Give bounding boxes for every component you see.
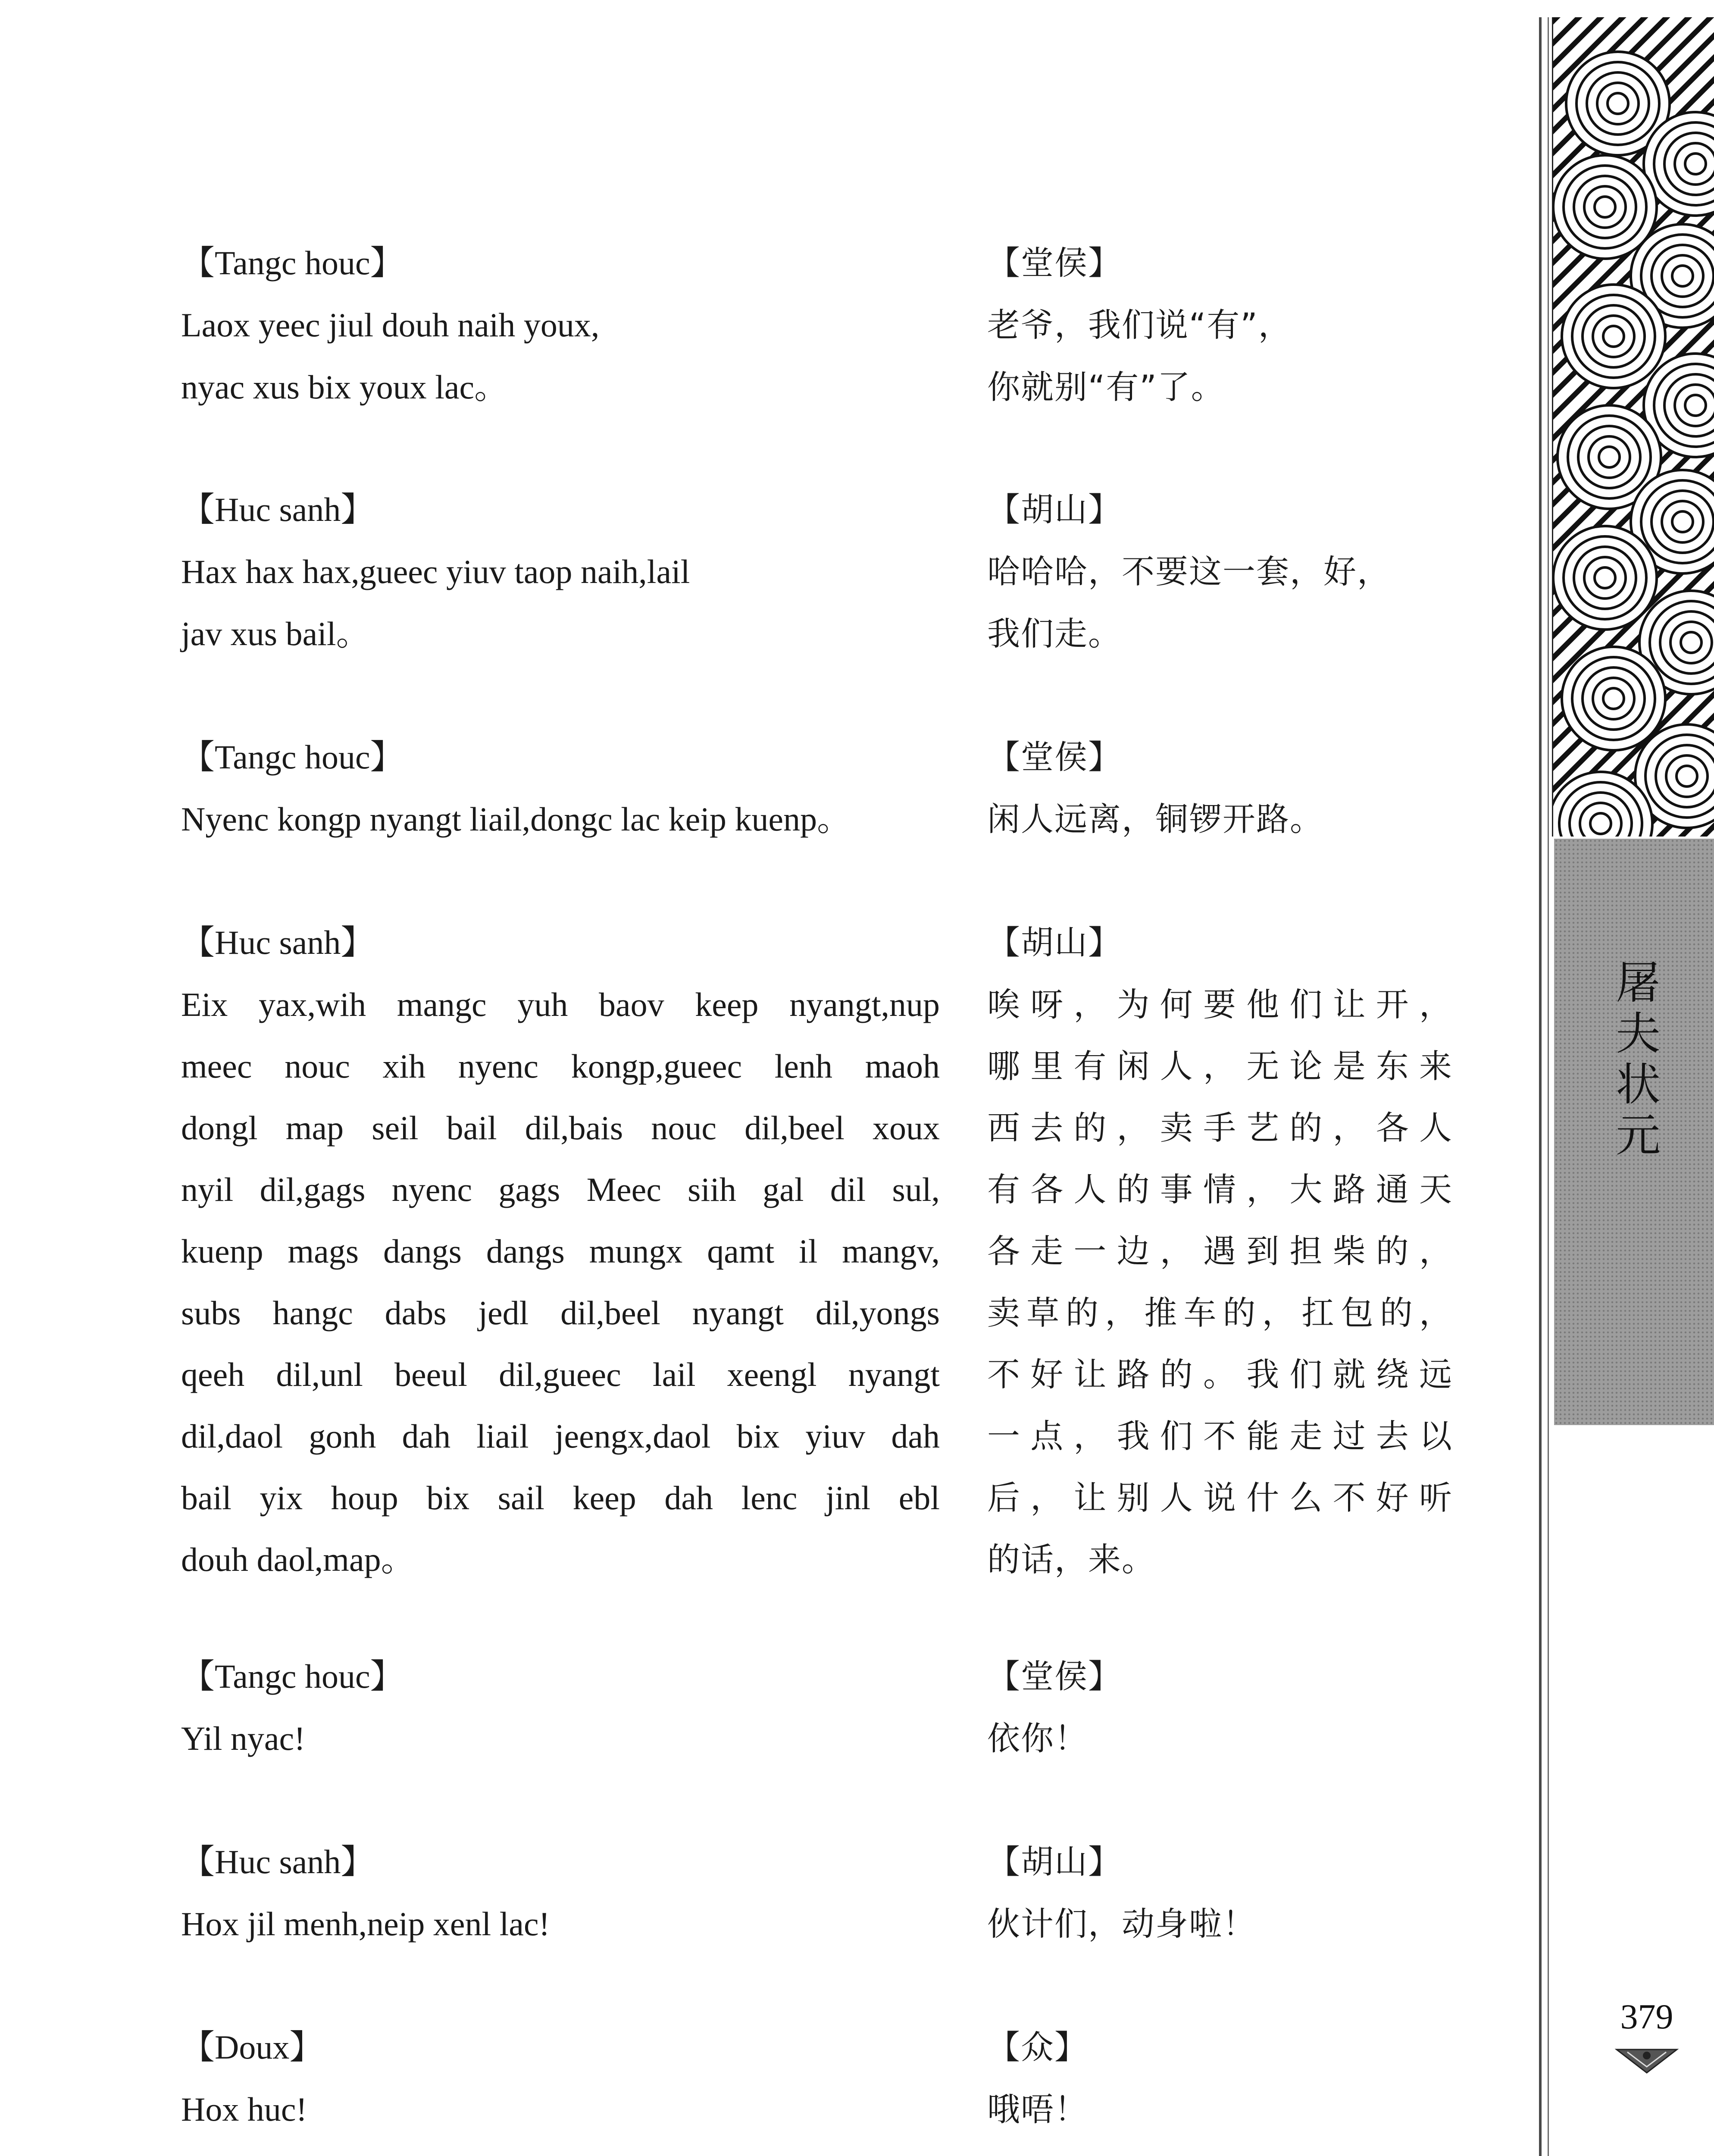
line-zh: 闲人远离，铜锣开路。 bbox=[987, 800, 1323, 838]
line-zh: 我们走。 bbox=[987, 614, 1122, 653]
cloud-pattern-icon bbox=[1553, 17, 1714, 837]
speaker-en: 【Doux】 bbox=[181, 2028, 323, 2066]
line-en: Hox jil menh,neip xenl lac! bbox=[181, 1905, 550, 1943]
speaker-zh: 【堂侯】 bbox=[987, 1657, 1122, 1695]
line-zh: 依你！ bbox=[987, 1719, 1088, 1758]
page-number-ornament bbox=[1614, 2046, 1679, 2078]
speaker-zh: 【堂侯】 bbox=[987, 738, 1122, 776]
side-title-char: 状 bbox=[1615, 1058, 1661, 1111]
line-en: Hox huc! bbox=[181, 2090, 307, 2128]
line-en: nyac xus bix youx lac。 bbox=[181, 368, 508, 406]
speaker-zh: 【堂侯】 bbox=[987, 244, 1122, 282]
line-zh: 西去的，卖手艺的，各人 bbox=[987, 1109, 1453, 1147]
margin-rule-outer bbox=[1539, 17, 1542, 2156]
line-en: jav xus bail。 bbox=[181, 615, 370, 652]
line-zh: 老爷，我们说“有”， bbox=[987, 306, 1292, 344]
speaker-en: 【Tangc houc】 bbox=[181, 1658, 404, 1695]
page-number: 379 bbox=[1620, 1997, 1673, 2036]
line-en: nyil dil,gags nyenc gags Meec siih gal dil sul, bbox=[181, 1171, 940, 1208]
speaker-en: 【Huc sanh】 bbox=[181, 1843, 375, 1880]
speaker-zh: 【胡山】 bbox=[987, 1843, 1122, 1881]
line-zh: 后，让别人说什么不好听 bbox=[987, 1479, 1453, 1517]
side-title-char: 元 bbox=[1615, 1109, 1661, 1162]
line-en: Yil nyac! bbox=[181, 1720, 306, 1757]
line-zh: 一点，我们不能走过去以 bbox=[987, 1417, 1453, 1455]
line-en: bail yix houp bix sail keep dah lenc jinl ebl bbox=[181, 1479, 940, 1517]
line-en: dongl map seil bail dil,bais nouc dil,beel xoux bbox=[181, 1109, 940, 1147]
margin-rule-inner bbox=[1548, 17, 1549, 2156]
line-en: Laox yeec jiul douh naih youx, bbox=[181, 306, 600, 344]
line-en: dil,daol gonh dah liail jeengx,daol bix yiuv dah bbox=[181, 1417, 940, 1455]
line-en: Nyenc kongp nyangt liail,dongc lac keip kuenp。 bbox=[181, 800, 851, 838]
cloud-pattern-ornament bbox=[1552, 17, 1714, 837]
speaker-en: 【Tangc houc】 bbox=[181, 244, 404, 282]
speaker-zh: 【胡山】 bbox=[987, 923, 1122, 962]
line-zh: 有各人的事情，大路通天 bbox=[987, 1170, 1453, 1209]
line-zh: 的话，来。 bbox=[987, 1540, 1155, 1579]
speaker-zh: 【胡山】 bbox=[987, 490, 1122, 529]
side-title bbox=[1608, 957, 1668, 1161]
line-en: Eix yax,wih mangc yuh baov keep nyangt,nup bbox=[181, 986, 940, 1023]
line-zh: 不好让路的。我们就绕远 bbox=[987, 1355, 1453, 1394]
line-zh: 卖草的，推车的，扛包的， bbox=[987, 1294, 1453, 1332]
line-zh: 伙计们，动身啦！ bbox=[987, 1905, 1256, 1943]
speaker-en: 【Huc sanh】 bbox=[181, 491, 375, 528]
speaker-zh: 【众】 bbox=[987, 2028, 1088, 2066]
speaker-en: 【Tangc houc】 bbox=[181, 738, 404, 776]
line-zh: 哈哈哈，不要这一套，好， bbox=[987, 552, 1391, 591]
line-zh: 哪里有闲人，无论是东来 bbox=[987, 1047, 1453, 1085]
line-zh: 各走一边，遇到担柴的， bbox=[987, 1232, 1453, 1270]
line-zh: 哦唔！ bbox=[987, 2090, 1088, 2128]
line-en: meec nouc xih nyenc kongp,gueec lenh maoh bbox=[181, 1047, 940, 1085]
side-title-char: 夫 bbox=[1615, 1007, 1661, 1060]
line-en: kuenp mags dangs dangs mungx qamt il mangv, bbox=[181, 1232, 940, 1270]
line-zh: 唉呀，为何要他们让开， bbox=[987, 985, 1453, 1024]
line-en: qeeh dil,unl beeul dil,gueec lail xeengl nyangt bbox=[181, 1356, 940, 1393]
side-title-char: 屠 bbox=[1615, 956, 1661, 1009]
line-en: subs hangc dabs jedl dil,beel nyangt dil,yongs bbox=[181, 1294, 940, 1332]
flourish-icon bbox=[1614, 2046, 1679, 2076]
line-en: douh daol,map。 bbox=[181, 1541, 415, 1578]
speaker-en: 【Huc sanh】 bbox=[181, 924, 375, 961]
line-zh: 你就别“有”了。 bbox=[987, 368, 1225, 406]
line-en: Hax hax hax,gueec yiuv taop naih,lail bbox=[181, 553, 690, 590]
